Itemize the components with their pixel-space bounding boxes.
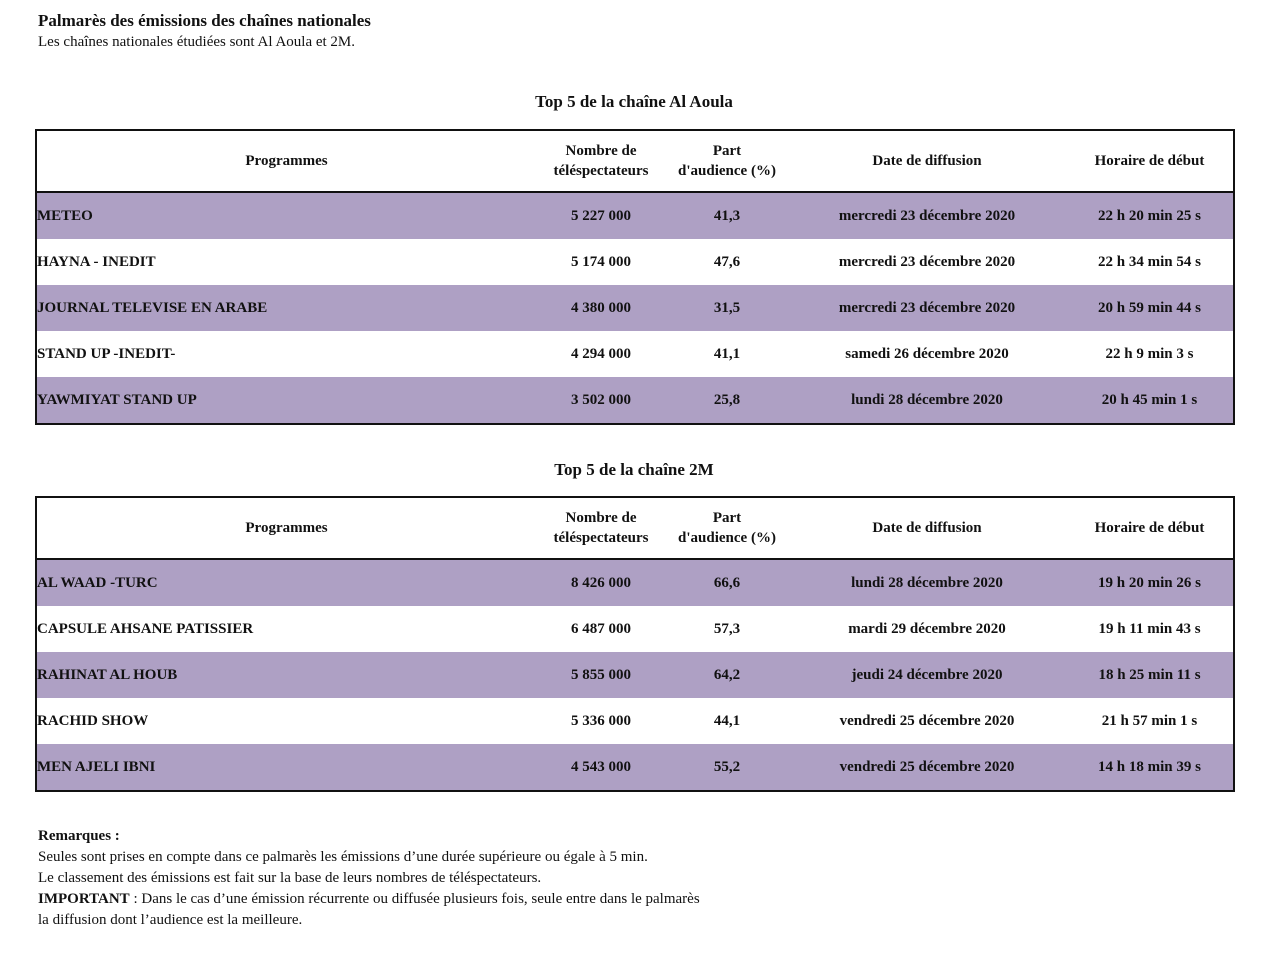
cell-viewers: 5 855 000 [536, 652, 666, 698]
col-header-share-line1: Part [712, 510, 742, 526]
cell-programme: RAHINAT AL HOUB [36, 652, 536, 698]
table-row [36, 331, 1234, 377]
table-row [36, 239, 1234, 285]
table-row [36, 744, 1234, 791]
remarks-block [38, 826, 798, 931]
table-row [36, 698, 1234, 744]
cell-programme: AL WAAD -TURC [36, 559, 536, 606]
important-text: : Dans le cas d’une émission récurrente ou diffusée plusieurs fois, seule entre dans le palmarès [129, 891, 700, 907]
table-header-row [36, 130, 1234, 192]
cell-time: 20 h 59 min 44 s [1066, 285, 1234, 331]
cell-time: 22 h 34 min 54 s [1098, 253, 1201, 270]
table-header-row [36, 497, 1234, 559]
cell-viewers: 8 426 000 [536, 559, 666, 606]
col-header-share-line1: Part [712, 143, 742, 159]
table-row [36, 652, 1234, 698]
important-label: IMPORTANT [38, 891, 130, 907]
cell-viewers: 5 227 000 [536, 192, 666, 239]
col-header-share-line2: d'audience (%) [678, 530, 776, 546]
cell-time: 18 h 25 min 11 s [1066, 652, 1234, 698]
cell-viewers: 4 543 000 [536, 744, 666, 791]
cell-viewers: 6 487 000 [571, 620, 631, 637]
cell-share: 31,5 [666, 285, 788, 331]
cell-time: 22 h 9 min 3 s [1105, 345, 1194, 362]
cell-programme: RACHID SHOW [37, 712, 149, 729]
col-header-viewers [536, 497, 666, 559]
cell-programme: CAPSULE AHSANE PATISSIER [37, 620, 254, 637]
twom-section-title: Top 5 de la chaîne 2M [554, 460, 714, 479]
cell-share: 66,6 [666, 559, 788, 606]
col-header-viewers-line2: téléspectateurs [553, 163, 649, 179]
cell-programme: HAYNA - INEDIT [37, 253, 156, 270]
aoula-section-title: Top 5 de la chaîne Al Aoula [535, 92, 733, 111]
col-header-programmes: Programmes [36, 130, 536, 192]
cell-viewers: 5 174 000 [571, 253, 631, 270]
table-row [36, 377, 1234, 424]
cell-programme: MEN AJELI IBNI [36, 744, 536, 791]
col-header-share [666, 130, 788, 192]
table-row [36, 285, 1234, 331]
remark-line-2: Le classement des émissions est fait sur la base de leurs nombres de téléspectateurs. [38, 870, 542, 886]
table-row [36, 606, 1234, 652]
col-header-viewers [536, 130, 666, 192]
remark-line-1: Seules sont prises en compte dans ce palmarès les émissions d’une durée supérieure ou égale à 5 min. [38, 849, 648, 865]
col-header-time: Horaire de début [1066, 497, 1234, 559]
cell-share: 47,6 [713, 253, 741, 270]
cell-share: 41,3 [666, 192, 788, 239]
col-header-viewers-line1: Nombre de [565, 143, 637, 159]
cell-date: jeudi 24 décembre 2020 [788, 652, 1066, 698]
twom-table [35, 496, 1235, 792]
cell-share: 44,1 [713, 712, 741, 729]
cell-share: 41,1 [713, 345, 741, 362]
document-subtitle: Les chaînes nationales étudiées sont Al Aoula et 2M. [38, 34, 356, 50]
cell-date: lundi 28 décembre 2020 [788, 559, 1066, 606]
cell-share: 57,3 [713, 620, 741, 637]
aoula-table [35, 129, 1235, 425]
remarks-label: Remarques : [38, 828, 120, 844]
cell-share: 55,2 [666, 744, 788, 791]
document-title: Palmarès des émissions des chaînes nationales [38, 11, 371, 30]
cell-date: mercredi 23 décembre 2020 [838, 253, 1016, 270]
cell-viewers: 3 502 000 [536, 377, 666, 424]
table-row [36, 192, 1234, 239]
remark-important [38, 889, 798, 910]
col-header-share-line2: d'audience (%) [678, 163, 776, 179]
cell-time: 20 h 45 min 1 s [1066, 377, 1234, 424]
col-header-viewers-line1: Nombre de [565, 510, 637, 526]
col-header-date: Date de diffusion [788, 497, 1066, 559]
cell-programme: METEO [36, 192, 536, 239]
col-header-share [666, 497, 788, 559]
cell-viewers: 4 380 000 [536, 285, 666, 331]
cell-programme: YAWMIYAT STAND UP [36, 377, 536, 424]
cell-time: 21 h 57 min 1 s [1101, 712, 1198, 729]
cell-date: mercredi 23 décembre 2020 [788, 192, 1066, 239]
col-header-date: Date de diffusion [788, 130, 1066, 192]
cell-date: mercredi 23 décembre 2020 [788, 285, 1066, 331]
cell-time: 19 h 11 min 43 s [1098, 620, 1201, 637]
cell-date: vendredi 25 décembre 2020 [839, 712, 1015, 729]
cell-date: mardi 29 décembre 2020 [848, 620, 1006, 637]
cell-time: 14 h 18 min 39 s [1066, 744, 1234, 791]
document-header [38, 10, 371, 52]
table-row [36, 559, 1234, 606]
col-header-programmes: Programmes [36, 497, 536, 559]
col-header-time: Horaire de début [1066, 130, 1234, 192]
cell-programme: STAND UP -INEDIT- [37, 345, 176, 362]
cell-date: vendredi 25 décembre 2020 [788, 744, 1066, 791]
col-header-viewers-line2: téléspectateurs [553, 530, 649, 546]
remark-line-4: la diffusion dont l’audience est la meilleure. [38, 912, 303, 928]
cell-date: lundi 28 décembre 2020 [788, 377, 1066, 424]
cell-date: samedi 26 décembre 2020 [845, 345, 1009, 362]
cell-viewers: 4 294 000 [571, 345, 631, 362]
cell-time: 19 h 20 min 26 s [1066, 559, 1234, 606]
cell-programme: JOURNAL TELEVISE EN ARABE [36, 285, 536, 331]
cell-share: 64,2 [666, 652, 788, 698]
cell-time: 22 h 20 min 25 s [1066, 192, 1234, 239]
cell-share: 25,8 [666, 377, 788, 424]
cell-viewers: 5 336 000 [571, 712, 631, 729]
